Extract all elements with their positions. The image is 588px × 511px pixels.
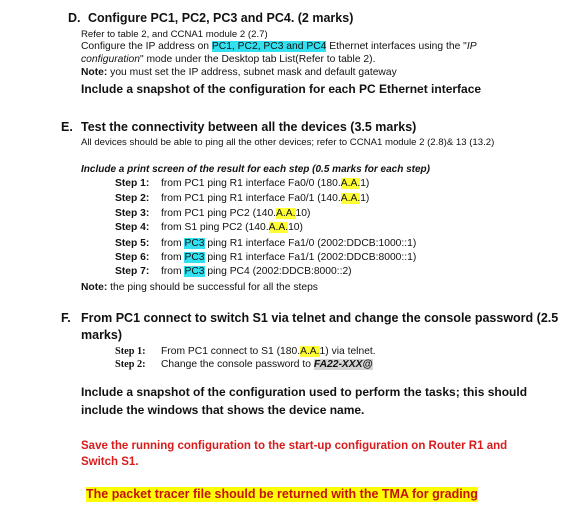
- section-d-note: Note: you must set the IP address, subnet mask and default gateway: [81, 67, 397, 78]
- section-d-instruction: Include a snapshot of the configuration for each PC Ethernet interface: [81, 82, 482, 96]
- section-e-letter: E.: [61, 120, 73, 134]
- f-step-2: Step 2: Change the console password to FA22-XXX@: [115, 359, 373, 370]
- section-f-heading: [61, 311, 558, 326]
- section-f-letter: F.: [61, 311, 71, 325]
- e-step-1: Step 1: from PC1 ping R1 interface Fa0/0 (180.A.A.1): [115, 178, 370, 189]
- e-step-2: Step 2: from PC1 ping R1 interface Fa0/1 (140.A.A.1): [115, 193, 370, 204]
- section-f-include-2: include the windows that shows the device name.: [81, 403, 365, 417]
- console-password: FA22-XXX@: [313, 359, 373, 370]
- section-d-line-1: Refer to table 2, and CCNA1 module 2 (2.7): [81, 29, 268, 40]
- section-e-heading: [61, 120, 416, 135]
- section-d-line-2: Configure the IP address on PC1, PC2, PC3 and PC4 Ethernet interfaces using the "IP: [81, 41, 477, 52]
- e-step-4: Step 4: from S1 ping PC2 (140.A.A.10): [115, 222, 303, 233]
- section-d-heading: [68, 11, 353, 26]
- e-step-3: Step 3: from PC1 ping PC2 (140.A.A.10): [115, 208, 311, 219]
- pc-list-highlight: PC1, PC2, PC3 and PC4: [211, 41, 327, 52]
- section-f-title-cont: marks): [81, 328, 122, 342]
- save-config-line-2: Switch S1.: [81, 456, 139, 468]
- save-config-line-1: Save the running configuration to the start-up configuration on Router R1 and: [81, 440, 508, 452]
- section-e-printscreen: Include a print screen of the result for each step (0.5 marks for each step): [81, 164, 430, 175]
- e-step-5: Step 5: from PC3 ping R1 interface Fa1/0 (2002:DDCB:1000::1): [115, 238, 417, 249]
- section-d-line-3: configuration" mode under the Desktop tab List(Refer to table 2).: [81, 54, 376, 65]
- e-step-7: Step 7: from PC3 ping PC4 (2002:DDCB:8000::2): [115, 266, 352, 277]
- section-e-title: Test the connectivity between all the devices (3.5 marks): [81, 120, 417, 134]
- section-f-include-1: Include a snapshot of the configuration used to perform the tasks; this should: [81, 385, 528, 399]
- section-d-title: Configure PC1, PC2, PC3 and PC4. (2 marks): [88, 11, 354, 25]
- section-d-letter: D.: [68, 11, 81, 25]
- section-e-line-1: All devices should be able to ping all the other devices; refer to CCNA1 module 2 (2.8)& 13 (13.2): [81, 137, 495, 148]
- e-step-6: Step 6: from PC3 ping R1 interface Fa1/1 (2002:DDCB:8000::1): [115, 252, 417, 263]
- f-step-1: Step 1: From PC1 connect to S1 (180.A.A.1) via telnet.: [115, 346, 376, 357]
- section-e-note: Note: the ping should be successful for all the steps: [81, 282, 318, 293]
- section-f-title: From PC1 connect to switch S1 via telnet and change the console password (2.5: [81, 311, 559, 325]
- return-file-banner: The packet tracer file should be returned with the TMA for grading: [86, 487, 478, 501]
